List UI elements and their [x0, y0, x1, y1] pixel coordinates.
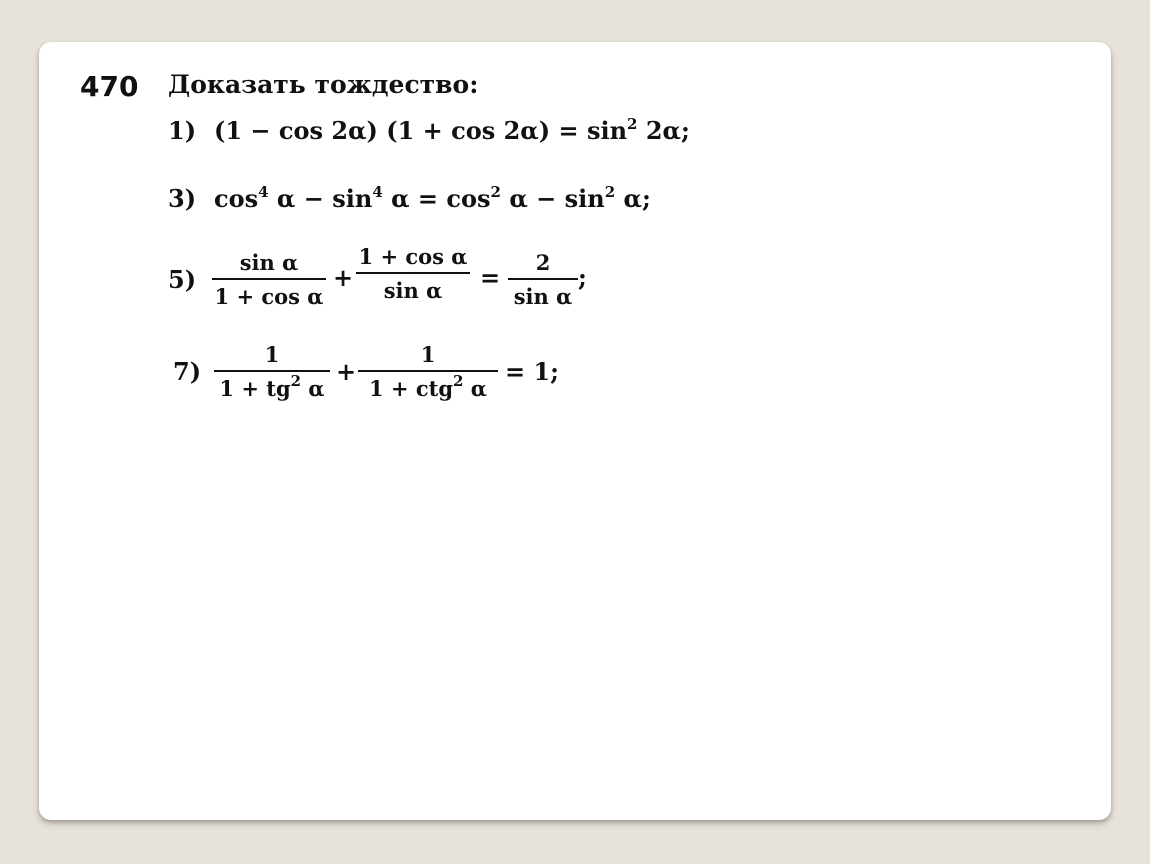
- item-5-fraction-2: [356, 244, 470, 303]
- item-7-fraction-2-denominator: 1 + ctg$^2$ α: [369, 372, 487, 401]
- item-7-fraction-1: [214, 342, 330, 401]
- fraction-bar: [214, 370, 330, 372]
- item-7-equals-one: = 1;: [505, 357, 560, 386]
- fraction-bar: [212, 278, 326, 280]
- item-7-fraction-2-numerator: 1: [420, 342, 436, 367]
- fraction-bar: [356, 272, 470, 274]
- item-5-fraction-1-denominator: 1 + cos α: [214, 284, 324, 309]
- item-5-label: 5): [168, 265, 197, 294]
- item-7-fraction-2: [358, 342, 498, 401]
- fraction-bar: [508, 278, 578, 280]
- fraction-bar: [358, 370, 498, 372]
- item-5-fraction-3-denominator: sin α: [513, 284, 573, 309]
- item-7-label: 7): [173, 357, 202, 386]
- item-3-label: 3): [168, 184, 197, 213]
- item-5-plus: +: [333, 263, 354, 292]
- item-3-equation: $\cos^4 \alpha - \sin^4 \alpha = \cos^2 \alpha - \sin^2 \alpha$;: [214, 183, 651, 213]
- item-5-fraction-3: [508, 250, 578, 309]
- item-7-plus: +: [336, 357, 357, 386]
- item-5-fraction-2-numerator: 1 + cos α: [358, 244, 468, 269]
- slide-page: [39, 42, 1111, 820]
- item-5-fraction-3-numerator: 2: [535, 250, 551, 275]
- item-7-fraction-1-numerator: 1: [264, 342, 280, 367]
- item-1-equation: (1 − cos 2α) $(1 + \cos 2\alpha) = \sin^2 2\alpha$;: [214, 115, 690, 145]
- problem-heading: Доказать тождество:: [168, 70, 479, 99]
- item-5-semicolon: ;: [578, 263, 587, 292]
- item-1-label: 1): [168, 116, 197, 145]
- item-5-equals: =: [480, 263, 501, 292]
- item-7-fraction-1-denominator: $1 + tg^2$ α: [219, 372, 325, 401]
- item-5-fraction-1: [212, 250, 326, 309]
- item-5-fraction-2-denominator: sin α: [383, 278, 443, 303]
- item-5-fraction-1-numerator: sin α: [239, 250, 299, 275]
- problem-number: 470: [80, 70, 139, 103]
